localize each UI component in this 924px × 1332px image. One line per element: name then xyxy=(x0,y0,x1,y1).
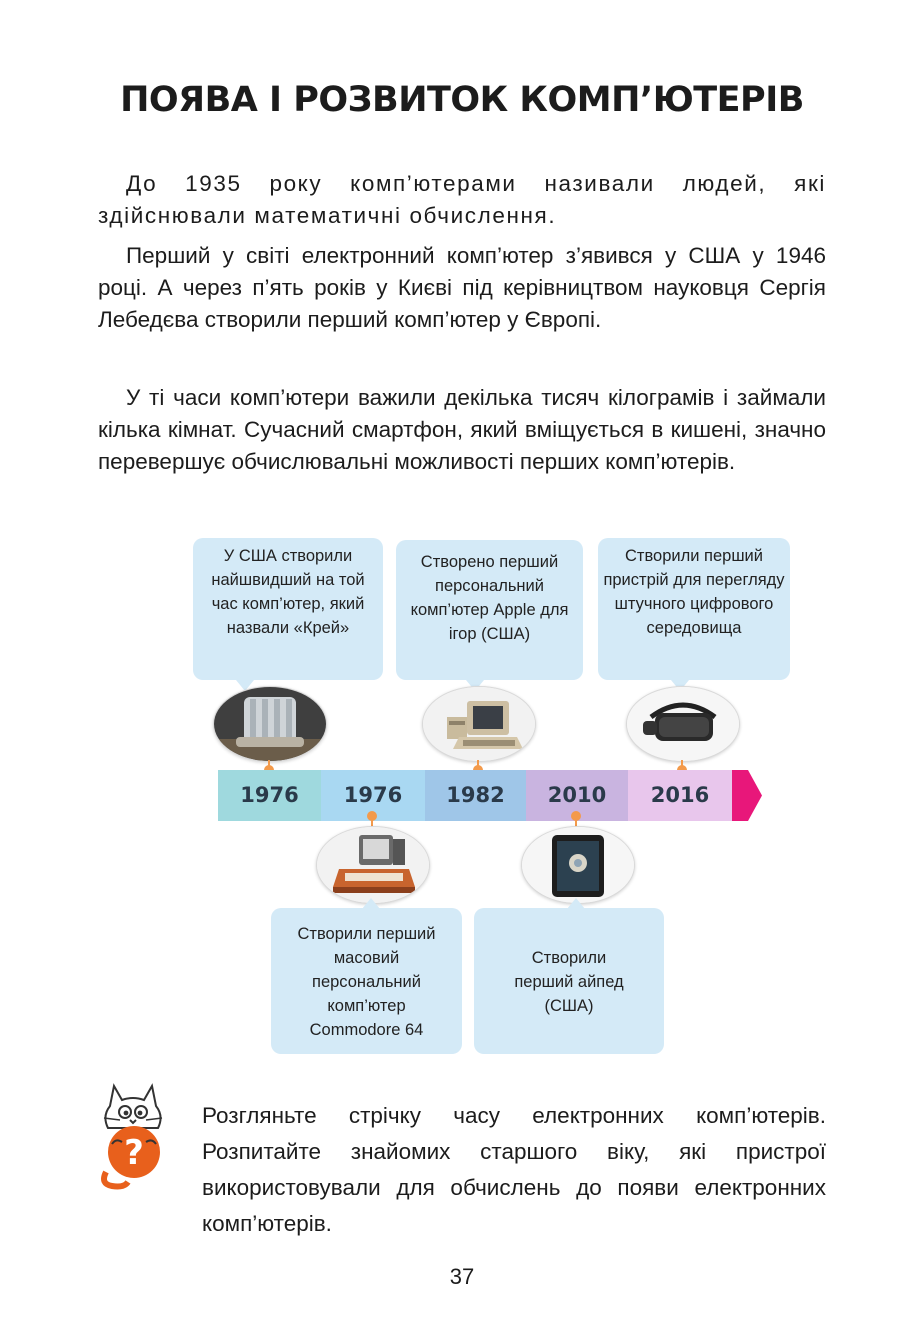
year-label-4: 2010 xyxy=(547,783,607,807)
paragraph-2-text: Перший у світі електронний комп’ютер з’явився у США у 1946 році. А через п’ять років у Києві під керівництвом науковця Сергія Лебедєва створили перший комп’ютер у Європі. xyxy=(98,243,826,332)
event-vr-bubble xyxy=(598,538,790,680)
page-title: ПОЯВА І РОЗВИТОК КОМП’ЮТЕРІВ xyxy=(120,80,804,120)
event-apple-text: Створено перший персональний комп’ютер Apple для ігор (США) xyxy=(410,553,569,643)
cray-computer-photo xyxy=(213,686,327,762)
event-commodore-bubble xyxy=(271,908,462,1054)
paragraph-3-text: У ті часи комп’ютери важили декілька тисяч кілограмів і займали кілька кімнат. Сучасний смартфон, який вміщується в кишені, значно перевершує обчислювальні можливості перших комп’ютерів. xyxy=(98,385,826,474)
year-segment-5 xyxy=(628,770,732,821)
ipad-photo xyxy=(521,826,635,904)
event-vr-text: Створили перший пристрій для перегляду штучного цифрового середовища xyxy=(603,547,785,637)
year-segment-1 xyxy=(218,770,321,821)
question-text: Розгляньте стрічку часу електронних комп’ютерів. Розпитайте знайомих старшого віку, які пристрої використовували для обчислень до появи електронних комп’ютерів. xyxy=(202,1103,826,1236)
event-cray-bubble xyxy=(193,538,383,680)
apple-computer-photo xyxy=(422,686,536,762)
event-cray-text: У США створили найшвидший на той час комп’ютер, який назвали «Крей» xyxy=(211,547,365,637)
year-label-5: 2016 xyxy=(650,783,710,807)
year-label-1: 1976 xyxy=(240,783,299,807)
year-label-3: 1982 xyxy=(446,783,505,807)
page-number: 37 xyxy=(449,1264,475,1289)
event-apple-bubble xyxy=(396,540,583,680)
paragraph-2 xyxy=(98,240,826,336)
event-ipad-text: Створили перший айпед (США) xyxy=(514,949,624,1015)
question-mark-glyph: ? xyxy=(124,1133,144,1173)
paragraph-3 xyxy=(98,382,826,478)
timeline-arrow-icon xyxy=(732,770,762,821)
cat-question-icon xyxy=(94,1082,172,1190)
year-label-2: 1976 xyxy=(343,783,403,807)
year-segment-3 xyxy=(425,770,526,821)
commodore-computer-photo xyxy=(316,826,430,904)
paragraph-1-text: До 1935 року комп’ютерами називали людей, які здійснювали математичні обчислення. xyxy=(98,171,826,228)
event-commodore-text: Створили перший масовий персональний комп’ютер Commodore 64 xyxy=(297,925,436,1039)
vr-headset-photo xyxy=(626,686,740,762)
paragraph-1 xyxy=(98,168,826,232)
event-ipad-bubble xyxy=(474,908,664,1054)
